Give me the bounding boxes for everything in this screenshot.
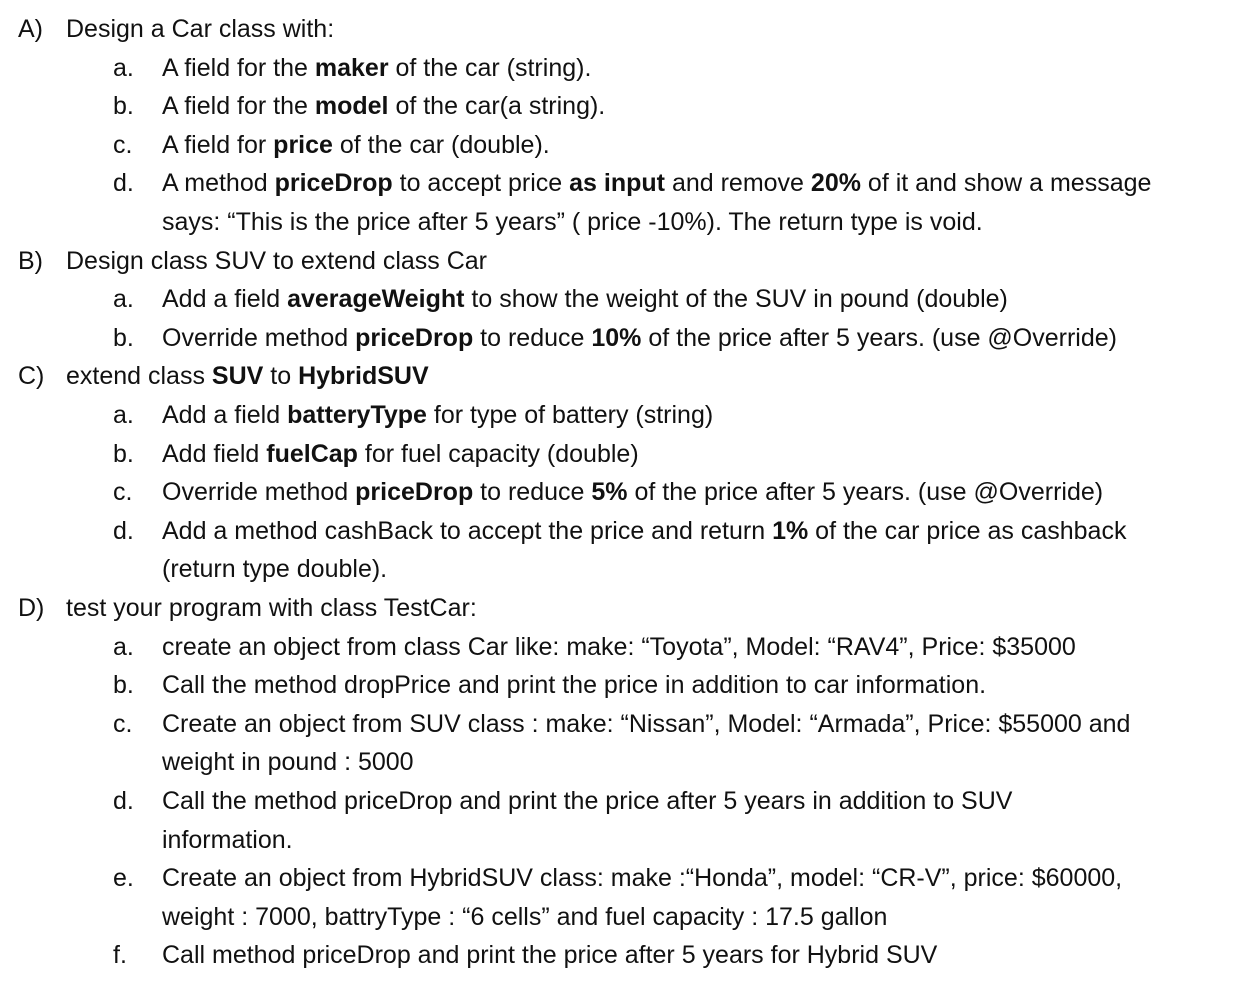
section-letter: A) (18, 15, 43, 43)
section-letter: D) (18, 594, 45, 622)
text-run: A field for (162, 130, 274, 159)
text-line (162, 396, 1222, 435)
text-run: of the car (double). (332, 130, 550, 159)
item-text (162, 49, 1222, 88)
bold-term: priceDrop (274, 169, 393, 198)
text-line (162, 126, 1222, 165)
item-text (162, 859, 1222, 936)
bold-term: 5% (591, 478, 628, 507)
item-letter: b. (113, 439, 134, 468)
text-line (162, 280, 1222, 319)
text-run: to show the weight of the SUV in pound (double) (464, 285, 1008, 314)
text-line (162, 550, 1222, 589)
text-run: Add a method cashBack to accept the price and return (162, 516, 773, 545)
bold-term: priceDrop (355, 478, 474, 507)
text-run: and remove (665, 169, 811, 198)
item-text (162, 473, 1222, 512)
text-line (162, 203, 1222, 242)
text-line (162, 319, 1222, 358)
item-text (162, 666, 1222, 705)
item-letter: a. (113, 400, 134, 429)
text-line (162, 743, 1222, 782)
item-text (162, 87, 1222, 126)
text-run: for fuel capacity (double) (357, 439, 639, 468)
bold-term: averageWeight (287, 285, 465, 314)
text-line (162, 435, 1222, 474)
item-text (162, 628, 1222, 667)
text-line (162, 859, 1222, 898)
item-text (162, 435, 1222, 474)
bold-term: maker (314, 53, 389, 82)
text-line (162, 49, 1222, 88)
section-title (66, 589, 477, 628)
item-letter: c. (113, 709, 133, 738)
bold-term: as input (569, 169, 665, 198)
text-run: Design class SUV to extend class Car (66, 246, 488, 275)
text-run: of the price after 5 years. (use @Override) (627, 478, 1104, 507)
text-run: to reduce (473, 478, 592, 507)
text-run: A field for the (162, 92, 315, 121)
text-run: Create an object from HybridSUV class: make :“Honda”, model: “CR-V”, price: $60000, (162, 864, 1123, 893)
text-run: Add field (162, 439, 267, 468)
text-run: test your program with class TestCar: (66, 594, 477, 622)
item-text (162, 280, 1222, 319)
text-run: (return type double). (162, 555, 388, 584)
text-run: to accept price (392, 169, 570, 198)
text-line (162, 512, 1222, 551)
text-run: says: “This is the price after 5 years” ( price -10%). The return type is void. (162, 207, 983, 236)
bold-term: 1% (772, 516, 809, 545)
item-text (162, 396, 1222, 435)
item-text (162, 126, 1222, 165)
text-run: Override method (162, 323, 356, 352)
item-text (162, 936, 1222, 975)
text-run: Call the method priceDrop and print the price after 5 years in addition to SUV (162, 787, 1013, 815)
item-letter: c. (113, 478, 133, 507)
bold-term: price (273, 130, 333, 159)
text-run: of the car price as cashback (808, 516, 1127, 545)
text-run: Call method priceDrop and print the price after 5 years for Hybrid SUV (162, 941, 938, 970)
text-run: extend class (66, 362, 212, 391)
text-line (162, 164, 1222, 203)
item-letter: a. (113, 632, 134, 661)
text-run: weight in pound : 5000 (162, 748, 414, 777)
bold-term: 10% (591, 323, 642, 352)
text-run: Design a Car class with: (66, 15, 335, 43)
item-text (162, 512, 1222, 589)
text-run: A method (162, 169, 275, 198)
text-run: to (263, 362, 299, 391)
text-run: of the car(a string). (388, 92, 606, 121)
item-text (162, 705, 1222, 782)
bold-term: 20% (810, 169, 861, 198)
item-text (162, 782, 1222, 859)
text-run: Add a field (162, 400, 288, 429)
item-letter: b. (113, 671, 134, 700)
text-line (162, 782, 1222, 821)
text-line (162, 628, 1222, 667)
text-run: information. (162, 825, 293, 854)
item-letter: e. (113, 864, 134, 893)
text-run: of the price after 5 years. (use @Override) (641, 323, 1117, 352)
text-line (162, 473, 1222, 512)
text-line (162, 705, 1222, 744)
section-title (66, 242, 487, 281)
bold-term: batteryType (287, 400, 427, 429)
text-run: A field for the (162, 53, 315, 82)
text-run: Create an object from SUV class : make: “Nissan”, Model: “Armada”, Price: $55000 and (162, 709, 1131, 738)
item-letter: d. (113, 516, 134, 545)
text-line (162, 87, 1222, 126)
bold-term: fuelCap (266, 439, 358, 468)
item-letter: d. (113, 169, 134, 198)
item-text (162, 164, 1222, 241)
item-letter: a. (113, 285, 134, 314)
text-run: Add a field (162, 285, 288, 314)
section-title (66, 10, 334, 49)
bold-term: priceDrop (355, 323, 474, 352)
text-run: weight : 7000, battryType : “6 cells” and fuel capacity : 17.5 gallon (162, 902, 888, 931)
bold-term: model (314, 92, 389, 121)
text-run: create an object from class Car like: make: “Toyota”, Model: “RAV4”, Price: $35000 (162, 632, 1076, 661)
item-letter: b. (113, 323, 134, 352)
section-title (66, 357, 429, 396)
item-letter: a. (113, 53, 134, 82)
bold-term: HybridSUV (298, 362, 429, 391)
text-line (162, 936, 1222, 975)
section-letter: C) (18, 362, 45, 391)
item-letter: f. (113, 941, 127, 970)
text-run: Call the method dropPrice and print the price in addition to car information. (162, 671, 987, 700)
text-run: of it and show a message (860, 169, 1152, 198)
item-letter: b. (113, 92, 134, 121)
item-letter: c. (113, 130, 133, 159)
text-line (162, 898, 1222, 937)
text-line (162, 821, 1222, 860)
item-letter: d. (113, 787, 134, 815)
text-run: to reduce (473, 323, 592, 352)
text-run: of the car (string). (388, 53, 592, 82)
text-run: Override method (162, 478, 356, 507)
item-text (162, 319, 1222, 358)
section-letter: B) (18, 246, 43, 275)
bold-term: SUV (211, 362, 264, 391)
text-run: for type of battery (string) (426, 400, 714, 429)
text-line (162, 666, 1222, 705)
